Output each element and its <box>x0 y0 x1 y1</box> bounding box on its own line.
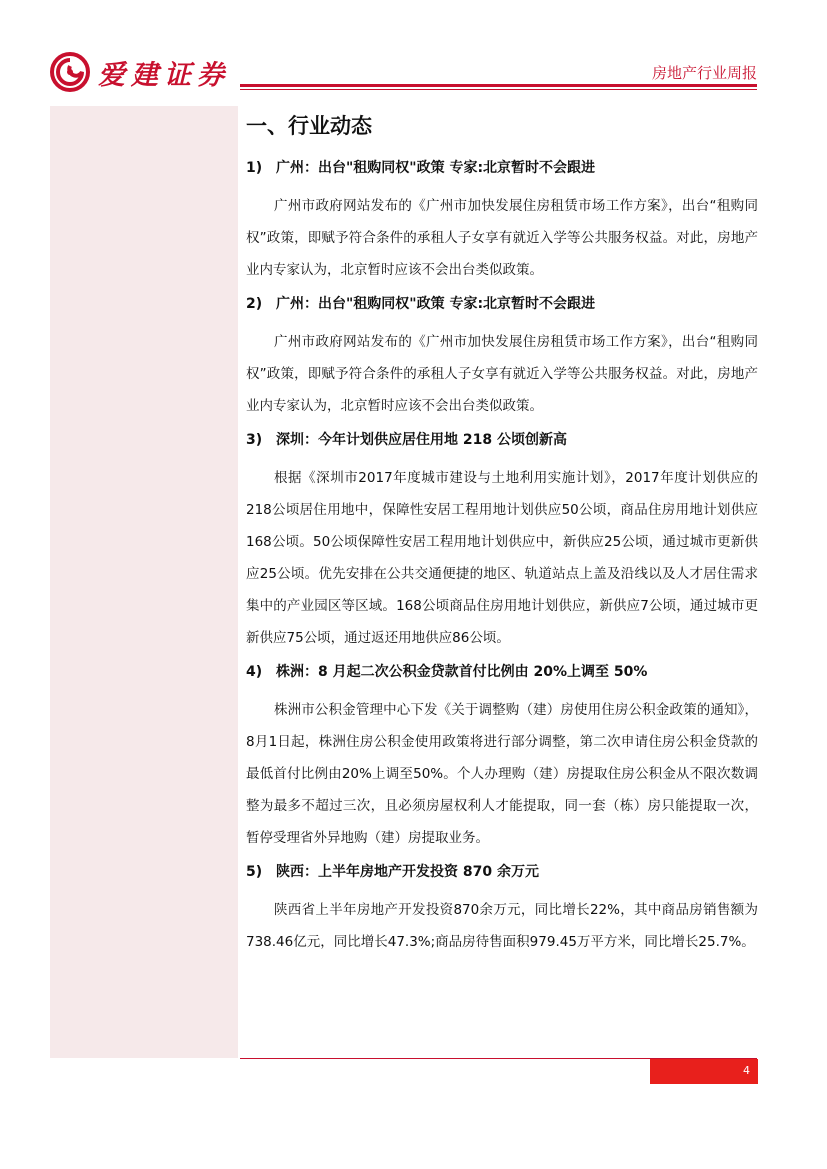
item-number: 4) <box>246 664 263 680</box>
item-number: 2) <box>246 296 263 312</box>
item-title: 广州：出台"租购同权"政策 专家:北京暂时不会跟进 <box>276 296 596 312</box>
news-item <box>246 660 758 854</box>
item-title: 广州：出台"租购同权"政策 专家:北京暂时不会跟进 <box>276 160 596 176</box>
item-body: 广州市政府网站发布的《广州市加快发展住房租赁市场工作方案》，出台“租购同权”政策，即赋予符合条件的承租人子女享有就近入学等公共服务权益。对此，房地产业内专家认为，北京暂时应该不会出台类似政策。 <box>246 198 758 278</box>
header-rule-thin <box>240 89 757 90</box>
item-heading <box>246 156 758 180</box>
item-heading <box>246 428 758 452</box>
item-title: 深圳：今年计划供应居住用地 218 公顷创新高 <box>276 432 567 448</box>
logo-swirl-icon <box>50 52 90 92</box>
item-body: 株洲市公积金管理中心下发《关于调整购（建）房使用住房公积金政策的通知》，8月1日起，株洲住房公积金使用政策将进行部分调整，第二次申请住房公积金贷款的最低首付比例由20%上调至50%。个人办理购（建）房提取住房公积金从不限次数调整为最多不超过三次，且必须房屋权利人才能提取，同一套（栋）房只能提取一次，暂停受理省外异地购（建）房提取业务。 <box>246 702 758 846</box>
page-number: 4 <box>650 1059 758 1084</box>
news-item <box>246 292 758 422</box>
item-title: 陕西：上半年房地产开发投资 870 余万元 <box>276 864 539 880</box>
item-body: 根据《深圳市2017年度城市建设与土地利用实施计划》，2017年度计划供应的218公顷居住用地中，保障性安居工程用地计划供应50公顷，商品住房用地计划供应168公顷。50公顷保障性安居工程用地计划供应中，新供应25公顷，通过城市更新供应25公顷。优先安排在公共交通便捷的地区、轨道站点上盖及沿线以及人才居住需求集中的产业园区等区域。168公顷商品住房用地计划供应，新供应7公顷，通过城市更新供应75公顷，通过返还用地供应86公顷。 <box>246 470 758 646</box>
item-number: 3) <box>246 432 263 448</box>
logo-text: 爱建证券 <box>98 59 230 91</box>
main-content <box>246 110 758 964</box>
item-heading <box>246 292 758 316</box>
news-item <box>246 156 758 286</box>
item-number: 5) <box>246 864 263 880</box>
item-heading <box>246 660 758 684</box>
report-title: 房地产行业周报 <box>651 64 757 82</box>
item-number: 1) <box>246 160 263 176</box>
item-body: 陕西省上半年房地产开发投资870余万元，同比增长22%，其中商品房销售额为738.46亿元，同比增长47.3%;商品房待售面积979.45万平方米，同比增长25.7%。 <box>246 902 758 950</box>
item-body: 广州市政府网站发布的《广州市加快发展住房租赁市场工作方案》，出台“租购同权”政策，即赋予符合条件的承租人子女享有就近入学等公共服务权益。对此，房地产业内专家认为，北京暂时应该不会出台类似政策。 <box>246 334 758 414</box>
news-item <box>246 860 758 958</box>
item-title: 株洲：8 月起二次公积金贷款首付比例由 20%上调至 50% <box>276 664 648 680</box>
section-title: 一、行业动态 <box>246 114 372 138</box>
news-item <box>246 428 758 654</box>
sidebar-panel <box>50 106 238 1058</box>
header-rule <box>240 84 757 87</box>
item-heading <box>246 860 758 884</box>
logo <box>50 52 230 92</box>
